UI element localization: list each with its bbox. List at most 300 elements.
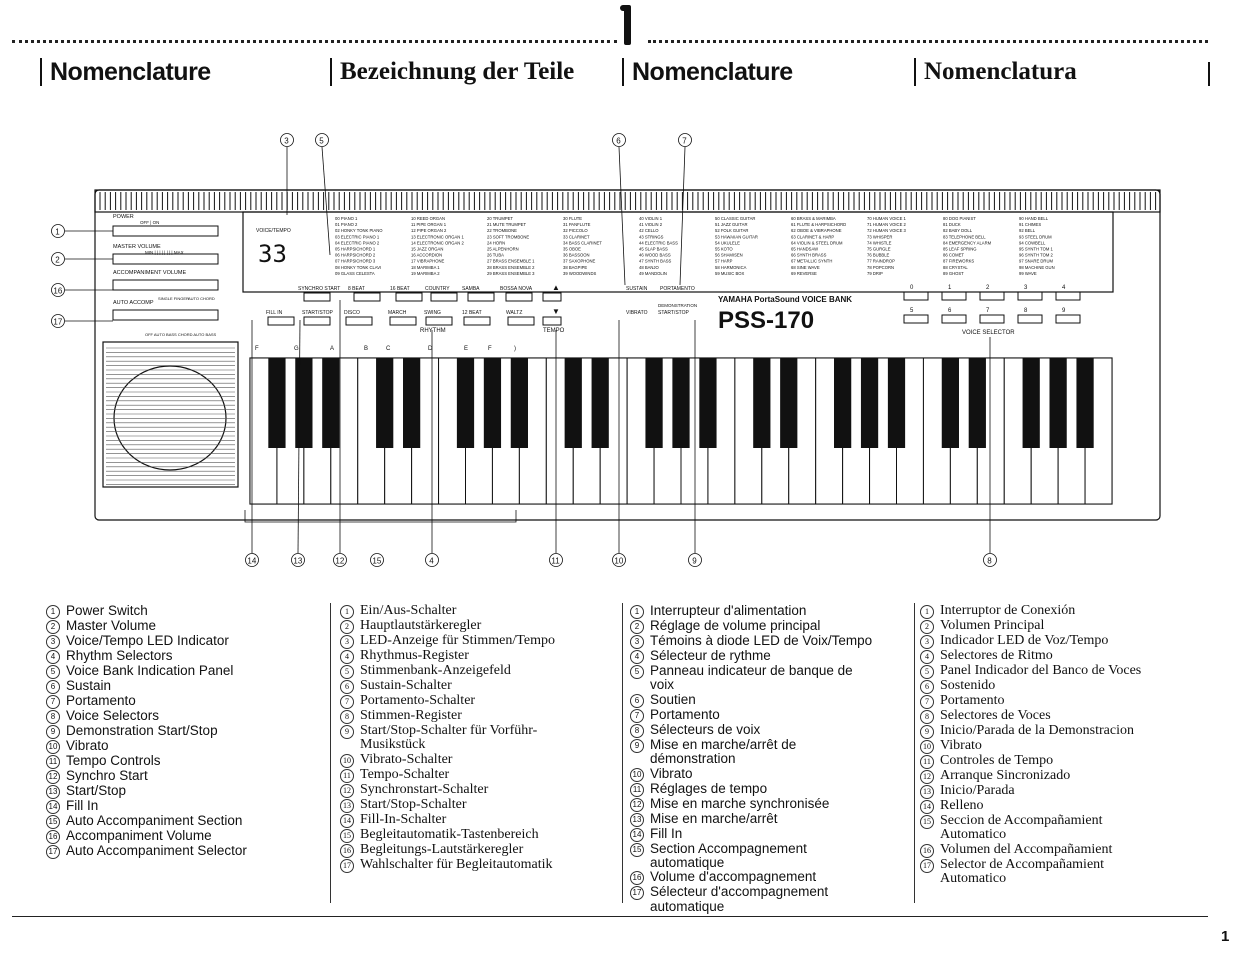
legend-number: 15 [920,815,934,829]
legend-text: Portamento [66,693,136,708]
legend-number: 2 [46,620,60,634]
rhythm-button-label: 16 BEAT [390,286,410,292]
digit-label: 1 [948,285,952,291]
voice-name: 33 CLARINET [563,234,590,240]
callout-number: 9 [692,556,697,566]
legend-text: Sustain-Schalter [360,678,452,693]
legend-number: 9 [630,739,644,753]
voice-name: 81 DUCK [943,222,961,228]
voice-name: 38 BAGPIPE [563,264,588,270]
legend-item [630,634,910,649]
voice-name: 49 MANDOLIN [639,270,667,276]
legend-text: Begleitautomatik-Tastenbereich [360,826,539,842]
voice-name: 74 WHISTLE [867,240,892,246]
legend-item [630,604,910,619]
legend-text: Réglage de volume principal [650,618,821,633]
voice-name: 63 CLARINET & HARP [791,234,835,240]
legend-number: 1 [46,605,60,619]
voice-name: 39 WOODWINDS [563,270,597,276]
legend-text: Seccion de Accompañamient Automatico [940,813,1103,843]
rhythm-button-label: DISCO [344,310,360,316]
legend-text: Start/Stop-Schalter für Vorführ- Musikstück [360,723,538,753]
legend-item [340,724,615,753]
legend-item [340,753,615,768]
black-key [1023,358,1040,448]
legend-item [920,604,1205,619]
legend-text: Inicio/Parada de la Demonstracion [940,723,1134,738]
legend-item [340,709,615,724]
legend-text: Relleno [940,798,984,813]
voice-name: 95 SYNTH TOM 1 [1019,246,1053,252]
voice-name: 66 SYNTH BRASS [791,252,827,258]
legend-item [920,784,1205,799]
legend-text: Stimmenbank-Anzeigefeld [360,663,511,678]
voice-name: 16 ACCORDION [411,252,443,258]
legend-number: 8 [340,710,354,724]
voice-selector-label: VOICE SELECTOR [962,330,1015,336]
legend-text: Mise en marche synchronisée [650,795,830,811]
voice-name: 98 MACHINE GUN [1019,264,1055,270]
rhythm-button [354,293,380,301]
legend-item [920,634,1205,649]
legend-item [340,649,615,664]
legend-item [920,799,1205,814]
black-key [511,358,528,448]
legend-item [920,843,1205,858]
voice-name: 05 HARPSICHORD 1 [335,246,376,252]
legend-number: 7 [340,695,354,709]
legend-number: 14 [630,828,644,842]
column-spanish [920,604,1205,887]
voice-name: 62 OBOE & VIBRAPHONE [791,228,842,234]
callout-number: 15 [372,556,382,566]
legend-number: 5 [340,665,354,679]
legend-item [630,782,910,797]
voice-name: 68 SINE WAVE [791,264,820,270]
legend-item [46,709,321,724]
voice-name: 14 ELECTRONIC ORGAN 2 [411,240,464,246]
rhythm-button [464,317,490,325]
voice-name: 61 FLUTE & HARPSICHORD [791,222,847,228]
callout-number: 14 [247,556,257,566]
legend-number: 17 [630,886,644,900]
legend-text: Stimmen-Register [360,708,462,723]
rhythm-button [304,317,330,325]
voice-name: 70 HUMAN VOICE 1 [867,216,906,221]
legend-item [630,812,910,827]
voice-name: 86 COMET [943,252,964,258]
legend-item [46,829,321,844]
legend-text: Sostenido [940,678,996,693]
tempo-down-button [543,317,561,325]
voice-name: 51 JAZZ GUITAR [715,222,748,228]
voice-select-button [942,292,966,300]
legend-number: 5 [630,665,644,679]
voice-name: 20 TRUMPET [487,216,513,221]
voice-name: 29 BRASS ENSEMBLE 3 [487,270,535,276]
legend-number: 9 [920,725,934,739]
legend-number: 16 [630,871,644,885]
voice-name: 06 HARPSICHORD 2 [335,252,376,258]
voice-name: 11 PIPE ORGAN 1 [411,222,447,228]
legend-item [46,649,321,664]
voice-name: 85 LEAF SPRING [943,246,977,252]
voice-name: 01 PIANO 2 [335,222,358,228]
voice-name: 60 BRASS & MARIMBA [791,216,836,221]
legend-number: 16 [340,844,354,858]
legend-text: Volumen Principal [940,618,1045,633]
legend-text: Selector de Accompañamient Automatico [940,856,1105,887]
legend-number: 6 [920,680,934,694]
black-key [861,358,878,448]
legend-item [630,693,910,708]
legend-number: 6 [340,680,354,694]
voice-name: 44 ELECTRIC BASS [639,240,678,246]
legend-number: 6 [630,694,644,708]
legend-text: Start/Stop [66,783,127,798]
voice-name: 45 SLAP BASS [639,246,668,252]
legend-text: Sustain [66,678,112,693]
chord-letter: B [364,346,369,352]
callout-number: 16 [53,286,63,296]
rhythm-button-label: 12 BEAT [462,310,482,316]
tempo-up-icon: ▲ [552,283,560,292]
voice-name: 90 HAND BELL [1019,216,1049,221]
legend-item [630,708,910,723]
legend-text: Vibrato [66,738,109,753]
rhythm-button-label: SYNCHRO START [298,286,341,292]
legend-number: 8 [630,724,644,738]
min-max-label: MIN | | | | | | | | MAX [145,250,184,255]
legend-number: 2 [630,620,644,634]
black-key [645,358,662,448]
voice-name: 32 PICCOLO [563,228,588,234]
voice-name: 99 WAVE [1019,270,1037,276]
column-english [46,604,321,859]
auto-chord-label: AUTO CHORD [188,296,215,301]
legend-text: Vibrato-Schalter [360,751,453,767]
column-german [340,604,615,873]
legend-text: Portamento [650,706,720,722]
voice-name: 80 DOG PIANIST [943,216,976,221]
legend-item [340,813,615,828]
legend-number: 4 [340,650,354,664]
legend-number: 3 [630,635,644,649]
legend-number: 16 [46,830,60,844]
legend-number: 4 [46,650,60,664]
legend-item [46,814,321,829]
legend-number: 8 [46,710,60,724]
legend-item [46,694,321,709]
legend-text: Vibrato [650,765,693,781]
legend-item [920,814,1205,843]
voice-name: 41 VIOLIN 2 [639,222,663,228]
voice-name: 58 HARMONICA [715,264,747,270]
rhythm-button-label: MARCH [388,310,407,316]
slider-control [113,226,218,236]
demo-startstop-label: START/STOP [658,310,689,316]
voice-name: 96 SYNTH TOM 2 [1019,252,1053,258]
legend-text: Interrupteur d'alimentation [650,603,807,618]
voice-name: 73 WHISPER [867,234,893,240]
voice-name: 92 BELL [1019,228,1036,234]
legend-text: Sélecteur de rythme [650,648,771,663]
voice-select-button [1018,315,1042,323]
legend-item [46,769,321,784]
legend-text: Master Volume [66,618,157,633]
voice-name: 17 VIBRAPHONE [411,258,445,264]
digit-label: 7 [986,308,990,314]
legend-number: 11 [920,755,934,769]
legend-number: 17 [920,859,934,873]
voice-name: 26 TUBA [487,252,504,258]
heading-english: Nomenclature [40,58,211,86]
legend-item [46,754,321,769]
rhythm-button-label: WALTZ [506,310,523,316]
voice-name: 00 PIANO 1 [335,216,358,221]
legend-number: 3 [340,635,354,649]
voice-name: 22 TROMBONE [487,228,517,234]
digit-label: 5 [910,308,914,314]
chord-letter: E [464,346,469,352]
heading-french: Nomenclature [622,58,793,86]
legend-text: Synchronstart-Schalter [360,781,489,797]
legend-number: 2 [920,620,934,634]
black-key [699,358,716,448]
black-key [295,358,312,448]
voice-name: 47 SYNTH BASS [639,258,672,264]
voice-name: 71 HUMAN VOICE 2 [867,222,906,228]
legend-number: 15 [340,829,354,843]
legend-text: Sélecteurs de voix [650,721,761,737]
black-key [565,358,582,448]
legend-item [340,604,615,619]
legend-text: Arranque Sincronizado [940,768,1071,783]
legend-item [920,649,1205,664]
voice-select-button [1056,315,1080,323]
single-finger-label: SINGLE FINGER [158,296,189,301]
black-key [942,358,959,448]
brand-label: YAMAHA PortaSound VOICE BANK [718,295,853,304]
legend-item [920,679,1205,694]
voice-name: 12 PIPE ORGAN 2 [411,228,447,234]
voice-name: 94 COWBELL [1019,240,1046,246]
voice-name: 13 ELECTRONIC ORGAN 1 [411,234,464,240]
rhythm-button [268,317,294,325]
legend-item [920,769,1205,784]
legend-text: Start/Stop-Schalter [360,796,467,812]
voice-name: 07 HARPSICHORD 3 [335,258,376,264]
legend-number: 14 [340,814,354,828]
legend-item [340,783,615,798]
legend-number: 10 [46,740,60,754]
voice-name: 82 BABY DOLL [943,228,973,234]
black-key [484,358,501,448]
chord-letter: G [294,346,299,352]
voice-name: 09 GLASS CELESTA [335,270,375,276]
tempo-down-icon: ▼ [552,307,560,316]
legend-item [340,679,615,694]
sustain-label: SUSTAIN [626,286,648,292]
voice-select-button [904,315,928,323]
voice-name: 79 DRIP [867,270,883,276]
legend-text: Power Switch [66,603,148,618]
rhythm-button-label: 8 BEAT [348,286,365,292]
legend-item [630,885,910,914]
voice-name: 93 STEEL DRUM [1019,234,1052,240]
auto-accomp-label: AUTO ACCOMP [113,300,154,306]
legend-item [340,634,615,649]
rhythm-button [426,317,452,325]
legend-item [920,664,1205,679]
heading-german: Bezeichnung der Teile [330,58,574,86]
legend-item [340,858,615,873]
legend-number: 12 [630,798,644,812]
legend-number: 15 [46,815,60,829]
black-key [969,358,986,448]
legend-text: Auto Accompaniment Section [66,813,243,828]
legend-text: Voice Selectors [66,708,160,723]
voice-name: 57 HARP [715,258,733,264]
legend-number: 1 [920,605,934,619]
legend-text: Hauptlautstärkeregler [360,618,482,633]
legend-text: Interruptor de Conexión [940,603,1076,618]
speaker-grille-top [95,190,1160,212]
callout-number: 12 [335,556,345,566]
legend-text: Fill In [650,825,683,841]
digit-label: 8 [1024,308,1028,314]
legend-item [46,679,321,694]
voice-name: 54 UKULELE [715,240,740,246]
rhythm-button-label: START/STOP [302,310,333,316]
voice-name: 87 FIREWORKS [943,258,975,264]
legend-number: 1 [340,605,354,619]
legend-item [340,619,615,634]
column-divider-3 [914,603,915,903]
digit-label: 4 [1062,285,1066,291]
legend-text: Voice Bank Indication Panel [66,663,234,678]
legend-number: 14 [920,800,934,814]
callout-number: 5 [319,136,324,146]
legend-text: Inicio/Parada [940,783,1015,798]
black-key [457,358,474,448]
callout-number: 10 [614,556,624,566]
legend-number: 13 [630,813,644,827]
legend-text: Rhythmus-Register [360,648,469,663]
legend-text: Section Accompagnement automatique [650,840,807,871]
callout-number: 13 [293,556,303,566]
voice-name: 03 ELECTRIC PIANO 1 [335,234,380,240]
legend-item [630,664,910,693]
legend-number: 1 [630,605,644,619]
voice-name: 43 STRINGS [639,234,664,240]
legend-item [46,844,321,859]
legend-item [46,784,321,799]
legend-text: Mise en marche/arrêt de démonstration [650,736,797,767]
voice-name: 46 WOOD BASS [639,252,671,258]
legend-number: 7 [46,695,60,709]
voice-name: 50 CLASSIC GUITAR [715,216,756,221]
voice-name: 19 MARIMBA 2 [411,270,440,276]
voice-name: 27 BRASS ENSEMBLE 1 [487,258,535,264]
voice-name: 97 SNARE DRUM [1019,258,1053,264]
legend-number: 13 [340,799,354,813]
legend-number: 11 [46,755,60,769]
rhythm-button-label: COUNTRY [425,286,450,292]
off-auto-label: OFF AUTO BASS CHORD AUTO BASS [145,332,217,337]
legend-text: Panel Indicador del Banco de Voces [940,663,1142,678]
chord-letter: ) [514,346,516,352]
legend-number: 5 [920,665,934,679]
voice-name: 65 HANDSAW [791,246,819,252]
led-display: 33 [258,240,287,268]
column-divider-1 [330,603,331,903]
column-french [630,604,910,914]
legend-number: 14 [46,800,60,814]
legend-number: 12 [340,784,354,798]
legend-number: 17 [340,859,354,873]
legend-number: 10 [630,768,644,782]
callout-number: 3 [284,136,289,146]
legend-text: Ein/Aus-Schalter [360,603,457,618]
legend-text: Témoins à diode LED de Voix/Tempo [650,633,873,648]
legend-text: Soutien [650,691,696,707]
legend-item [630,827,910,842]
legend-text: Rhythm Selectors [66,648,173,663]
callout-number: 17 [53,317,63,327]
legend-item [630,738,910,767]
rhythm-button-label: BOSSA NOVA [500,286,533,292]
legend-text: Portamento-Schalter [360,693,476,708]
digit-label: 3 [1024,285,1028,291]
legend-item [630,723,910,738]
legend-number: 13 [46,785,60,799]
tempo-up-button [543,293,561,301]
heading-spanish: Nomenclatura [914,58,1077,86]
legend-item [340,798,615,813]
chord-letter: C [386,346,391,352]
callout-number: 7 [682,136,687,146]
chord-letter: D [428,346,433,352]
column-divider-2 [622,603,623,903]
rhythm-button [304,293,330,301]
voice-name: 77 RAINDROP [867,258,895,264]
voice-name: 83 TELEPHONE BELL [943,234,986,240]
voice-tempo-label: VOICE/TEMPO [256,228,291,234]
model-label: PSS-170 [718,307,815,334]
legend-item [920,754,1205,769]
power-label: POWER [113,214,134,220]
master-volume-label: MASTER VOLUME [113,244,161,250]
voice-name: 59 MUSIC BOX [715,270,745,276]
rhythm-button-label: SAMBA [462,286,480,292]
legend-item [46,619,321,634]
voice-name: 52 FOLK GUITAR [715,228,749,234]
voice-select-button [942,315,966,323]
legend-number: 3 [920,635,934,649]
legend-item [630,870,910,885]
voice-name: 67 METALLIC SYNTH [791,258,833,264]
speaker-ellipse [114,366,226,470]
portamento-label: PORTAMENTO [660,286,695,292]
black-key [376,358,393,448]
voice-name: 40 VIOLIN 1 [639,216,663,221]
rhythm-button-label: SWING [424,310,441,316]
rhythm-button [346,317,372,325]
voice-name: 75 GURGLE [867,246,891,252]
black-key [592,358,609,448]
legend-number: 16 [920,844,934,858]
